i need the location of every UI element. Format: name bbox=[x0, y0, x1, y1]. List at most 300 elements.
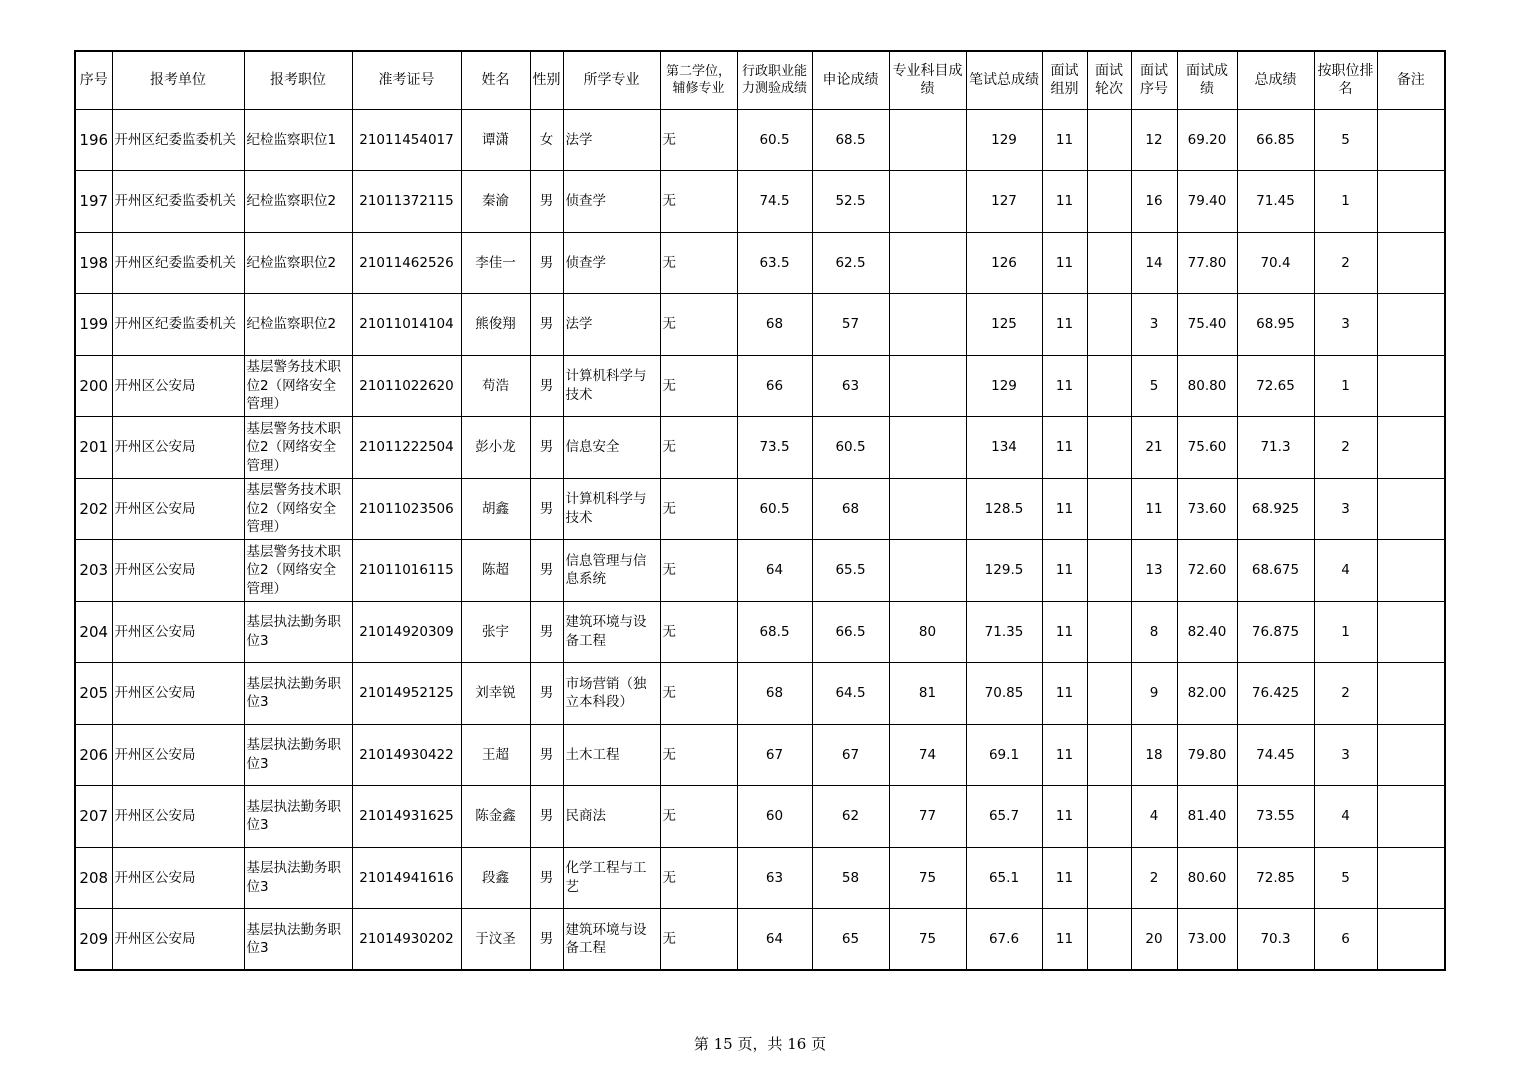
cell-unit: 开州区公安局 bbox=[112, 786, 244, 848]
cell-specialty-score bbox=[889, 478, 966, 540]
header-gender: 性别 bbox=[530, 51, 563, 109]
cell-interview-order: 8 bbox=[1131, 601, 1177, 663]
cell-written-total: 129.5 bbox=[966, 540, 1042, 602]
cell-written-total: 65.7 bbox=[966, 786, 1042, 848]
cell-seq: 197 bbox=[75, 171, 112, 233]
cell-admin-score: 64 bbox=[737, 540, 812, 602]
cell-remark bbox=[1377, 786, 1445, 848]
cell-interview-group: 11 bbox=[1042, 417, 1087, 479]
cell-interview-round bbox=[1087, 355, 1131, 417]
header-interview-round: 面试轮次 bbox=[1087, 51, 1131, 109]
cell-admin-score: 74.5 bbox=[737, 171, 812, 233]
cell-rank: 2 bbox=[1314, 663, 1377, 725]
cell-seq: 203 bbox=[75, 540, 112, 602]
cell-interview-group: 11 bbox=[1042, 478, 1087, 540]
cell-interview-order: 20 bbox=[1131, 909, 1177, 971]
cell-gender: 男 bbox=[530, 663, 563, 725]
cell-remark bbox=[1377, 601, 1445, 663]
cell-name: 王超 bbox=[461, 724, 530, 786]
cell-position: 基层执法勤务职位3 bbox=[244, 663, 352, 725]
cell-interview-group: 11 bbox=[1042, 540, 1087, 602]
cell-essay-score: 65.5 bbox=[812, 540, 889, 602]
table-row bbox=[75, 417, 1445, 479]
header-seq: 序号 bbox=[75, 51, 112, 109]
cell-rank: 3 bbox=[1314, 294, 1377, 356]
table-row bbox=[75, 540, 1445, 602]
cell-admin-score: 60.5 bbox=[737, 109, 812, 171]
cell-second-degree: 无 bbox=[660, 355, 737, 417]
cell-gender: 男 bbox=[530, 294, 563, 356]
cell-admin-score: 68 bbox=[737, 294, 812, 356]
cell-admin-score: 73.5 bbox=[737, 417, 812, 479]
cell-remark bbox=[1377, 663, 1445, 725]
cell-interview-score: 79.40 bbox=[1177, 171, 1237, 233]
cell-total-score: 72.85 bbox=[1237, 847, 1314, 909]
cell-essay-score: 63 bbox=[812, 355, 889, 417]
cell-specialty-score bbox=[889, 232, 966, 294]
cell-name: 苟浩 bbox=[461, 355, 530, 417]
cell-ticket: 21014941616 bbox=[352, 847, 461, 909]
cell-written-total: 126 bbox=[966, 232, 1042, 294]
cell-seq: 205 bbox=[75, 663, 112, 725]
cell-gender: 男 bbox=[530, 417, 563, 479]
cell-ticket: 21011023506 bbox=[352, 478, 461, 540]
cell-position: 基层执法勤务职位3 bbox=[244, 724, 352, 786]
cell-interview-score: 73.00 bbox=[1177, 909, 1237, 971]
cell-specialty-score: 74 bbox=[889, 724, 966, 786]
cell-second-degree: 无 bbox=[660, 294, 737, 356]
cell-position: 基层执法勤务职位3 bbox=[244, 909, 352, 971]
cell-written-total: 128.5 bbox=[966, 478, 1042, 540]
header-interview-score: 面试成绩 bbox=[1177, 51, 1237, 109]
table-row bbox=[75, 232, 1445, 294]
cell-admin-score: 68 bbox=[737, 663, 812, 725]
cell-remark bbox=[1377, 478, 1445, 540]
cell-written-total: 125 bbox=[966, 294, 1042, 356]
cell-interview-round bbox=[1087, 601, 1131, 663]
cell-ticket: 21014952125 bbox=[352, 663, 461, 725]
cell-written-total: 71.35 bbox=[966, 601, 1042, 663]
cell-rank: 5 bbox=[1314, 847, 1377, 909]
cell-unit: 开州区公安局 bbox=[112, 724, 244, 786]
cell-essay-score: 52.5 bbox=[812, 171, 889, 233]
cell-name: 彭小龙 bbox=[461, 417, 530, 479]
cell-total-score: 70.3 bbox=[1237, 909, 1314, 971]
cell-essay-score: 58 bbox=[812, 847, 889, 909]
cell-interview-round bbox=[1087, 232, 1131, 294]
cell-seq: 208 bbox=[75, 847, 112, 909]
cell-second-degree: 无 bbox=[660, 417, 737, 479]
cell-major: 计算机科学与技术 bbox=[563, 478, 660, 540]
cell-interview-group: 11 bbox=[1042, 294, 1087, 356]
cell-essay-score: 62.5 bbox=[812, 232, 889, 294]
cell-ticket: 21011372115 bbox=[352, 171, 461, 233]
cell-remark bbox=[1377, 847, 1445, 909]
cell-position: 基层执法勤务职位3 bbox=[244, 601, 352, 663]
cell-major: 侦查学 bbox=[563, 171, 660, 233]
cell-total-score: 70.4 bbox=[1237, 232, 1314, 294]
header-total-score: 总成绩 bbox=[1237, 51, 1314, 109]
cell-position: 基层警务技术职位2（网络安全管理） bbox=[244, 417, 352, 479]
cell-seq: 207 bbox=[75, 786, 112, 848]
cell-name: 李佳一 bbox=[461, 232, 530, 294]
cell-major: 化学工程与工艺 bbox=[563, 847, 660, 909]
cell-interview-round bbox=[1087, 294, 1131, 356]
cell-interview-group: 11 bbox=[1042, 109, 1087, 171]
cell-major: 市场营销（独立本科段） bbox=[563, 663, 660, 725]
page-footer: 第 15 页，共 16 页 bbox=[693, 1035, 827, 1053]
cell-second-degree: 无 bbox=[660, 478, 737, 540]
cell-gender: 男 bbox=[530, 478, 563, 540]
cell-second-degree: 无 bbox=[660, 724, 737, 786]
cell-admin-score: 68.5 bbox=[737, 601, 812, 663]
cell-seq: 198 bbox=[75, 232, 112, 294]
cell-interview-round bbox=[1087, 540, 1131, 602]
header-rank: 按职位排名 bbox=[1314, 51, 1377, 109]
cell-seq: 202 bbox=[75, 478, 112, 540]
cell-remark bbox=[1377, 355, 1445, 417]
cell-interview-score: 75.60 bbox=[1177, 417, 1237, 479]
cell-position: 基层警务技术职位2（网络安全管理） bbox=[244, 355, 352, 417]
cell-major: 法学 bbox=[563, 294, 660, 356]
cell-unit: 开州区公安局 bbox=[112, 909, 244, 971]
cell-interview-round bbox=[1087, 109, 1131, 171]
cell-essay-score: 67 bbox=[812, 724, 889, 786]
cell-interview-score: 75.40 bbox=[1177, 294, 1237, 356]
cell-ticket: 21011016115 bbox=[352, 540, 461, 602]
cell-essay-score: 65 bbox=[812, 909, 889, 971]
cell-position: 基层执法勤务职位3 bbox=[244, 786, 352, 848]
cell-seq: 201 bbox=[75, 417, 112, 479]
table-row bbox=[75, 478, 1445, 540]
cell-rank: 5 bbox=[1314, 109, 1377, 171]
cell-interview-group: 11 bbox=[1042, 355, 1087, 417]
header-position: 报考职位 bbox=[244, 51, 352, 109]
table-header bbox=[75, 51, 1445, 109]
cell-position: 基层警务技术职位2（网络安全管理） bbox=[244, 540, 352, 602]
cell-interview-score: 77.80 bbox=[1177, 232, 1237, 294]
cell-interview-group: 11 bbox=[1042, 171, 1087, 233]
cell-major: 信息管理与信息系统 bbox=[563, 540, 660, 602]
cell-name: 秦渝 bbox=[461, 171, 530, 233]
cell-interview-round bbox=[1087, 478, 1131, 540]
cell-name: 谭潇 bbox=[461, 109, 530, 171]
cell-remark bbox=[1377, 540, 1445, 602]
table-row bbox=[75, 601, 1445, 663]
cell-position: 纪检监察职位2 bbox=[244, 232, 352, 294]
cell-admin-score: 63.5 bbox=[737, 232, 812, 294]
cell-gender: 男 bbox=[530, 847, 563, 909]
table-row bbox=[75, 724, 1445, 786]
cell-second-degree: 无 bbox=[660, 663, 737, 725]
cell-interview-order: 4 bbox=[1131, 786, 1177, 848]
cell-written-total: 70.85 bbox=[966, 663, 1042, 725]
cell-interview-group: 11 bbox=[1042, 232, 1087, 294]
cell-essay-score: 68.5 bbox=[812, 109, 889, 171]
cell-unit: 开州区纪委监委机关 bbox=[112, 109, 244, 171]
cell-interview-order: 18 bbox=[1131, 724, 1177, 786]
cell-rank: 2 bbox=[1314, 417, 1377, 479]
cell-interview-score: 69.20 bbox=[1177, 109, 1237, 171]
cell-interview-round bbox=[1087, 417, 1131, 479]
table-body bbox=[75, 109, 1445, 970]
cell-remark bbox=[1377, 232, 1445, 294]
cell-specialty-score: 75 bbox=[889, 847, 966, 909]
cell-unit: 开州区公安局 bbox=[112, 417, 244, 479]
cell-unit: 开州区公安局 bbox=[112, 847, 244, 909]
header-unit: 报考单位 bbox=[112, 51, 244, 109]
cell-major: 信息安全 bbox=[563, 417, 660, 479]
cell-name: 熊俊翔 bbox=[461, 294, 530, 356]
cell-unit: 开州区纪委监委机关 bbox=[112, 232, 244, 294]
table-row bbox=[75, 663, 1445, 725]
cell-interview-order: 12 bbox=[1131, 109, 1177, 171]
header-remark: 备注 bbox=[1377, 51, 1445, 109]
cell-specialty-score: 80 bbox=[889, 601, 966, 663]
cell-second-degree: 无 bbox=[660, 847, 737, 909]
cell-interview-score: 79.80 bbox=[1177, 724, 1237, 786]
table-row bbox=[75, 786, 1445, 848]
cell-rank: 6 bbox=[1314, 909, 1377, 971]
cell-unit: 开州区公安局 bbox=[112, 355, 244, 417]
cell-interview-round bbox=[1087, 909, 1131, 971]
cell-specialty-score bbox=[889, 109, 966, 171]
table-row bbox=[75, 294, 1445, 356]
cell-name: 张宇 bbox=[461, 601, 530, 663]
cell-admin-score: 63 bbox=[737, 847, 812, 909]
cell-unit: 开州区公安局 bbox=[112, 601, 244, 663]
cell-interview-group: 11 bbox=[1042, 663, 1087, 725]
cell-admin-score: 60.5 bbox=[737, 478, 812, 540]
cell-gender: 男 bbox=[530, 540, 563, 602]
cell-second-degree: 无 bbox=[660, 786, 737, 848]
cell-interview-group: 11 bbox=[1042, 847, 1087, 909]
cell-written-total: 65.1 bbox=[966, 847, 1042, 909]
cell-interview-round bbox=[1087, 171, 1131, 233]
header-interview-group: 面试组别 bbox=[1042, 51, 1087, 109]
cell-interview-score: 80.80 bbox=[1177, 355, 1237, 417]
header-second-degree: 第二学位，辅修专业 bbox=[660, 51, 737, 109]
cell-seq: 204 bbox=[75, 601, 112, 663]
cell-rank: 1 bbox=[1314, 355, 1377, 417]
cell-gender: 女 bbox=[530, 109, 563, 171]
cell-major: 计算机科学与技术 bbox=[563, 355, 660, 417]
cell-unit: 开州区纪委监委机关 bbox=[112, 294, 244, 356]
cell-specialty-score: 81 bbox=[889, 663, 966, 725]
cell-second-degree: 无 bbox=[660, 540, 737, 602]
cell-specialty-score bbox=[889, 171, 966, 233]
cell-specialty-score bbox=[889, 294, 966, 356]
cell-specialty-score: 77 bbox=[889, 786, 966, 848]
cell-interview-round bbox=[1087, 786, 1131, 848]
cell-total-score: 74.45 bbox=[1237, 724, 1314, 786]
header-row bbox=[75, 51, 1445, 109]
cell-position: 纪检监察职位2 bbox=[244, 171, 352, 233]
cell-interview-score: 80.60 bbox=[1177, 847, 1237, 909]
cell-name: 段鑫 bbox=[461, 847, 530, 909]
header-essay-score: 申论成绩 bbox=[812, 51, 889, 109]
cell-written-total: 69.1 bbox=[966, 724, 1042, 786]
cell-name: 陈金鑫 bbox=[461, 786, 530, 848]
cell-interview-order: 11 bbox=[1131, 478, 1177, 540]
table-row bbox=[75, 909, 1445, 971]
cell-major: 建筑环境与设备工程 bbox=[563, 909, 660, 971]
cell-seq: 196 bbox=[75, 109, 112, 171]
cell-ticket: 21014930422 bbox=[352, 724, 461, 786]
cell-specialty-score bbox=[889, 540, 966, 602]
cell-name: 于汶圣 bbox=[461, 909, 530, 971]
cell-rank: 4 bbox=[1314, 786, 1377, 848]
header-name: 姓名 bbox=[461, 51, 530, 109]
cell-interview-round bbox=[1087, 724, 1131, 786]
cell-seq: 206 bbox=[75, 724, 112, 786]
cell-position: 纪检监察职位1 bbox=[244, 109, 352, 171]
cell-position: 纪检监察职位2 bbox=[244, 294, 352, 356]
header-ticket: 准考证号 bbox=[352, 51, 461, 109]
cell-essay-score: 60.5 bbox=[812, 417, 889, 479]
cell-interview-score: 72.60 bbox=[1177, 540, 1237, 602]
cell-essay-score: 66.5 bbox=[812, 601, 889, 663]
table-row bbox=[75, 171, 1445, 233]
cell-seq: 200 bbox=[75, 355, 112, 417]
cell-major: 建筑环境与设备工程 bbox=[563, 601, 660, 663]
cell-interview-round bbox=[1087, 847, 1131, 909]
cell-interview-group: 11 bbox=[1042, 601, 1087, 663]
cell-interview-order: 16 bbox=[1131, 171, 1177, 233]
cell-total-score: 76.875 bbox=[1237, 601, 1314, 663]
cell-gender: 男 bbox=[530, 724, 563, 786]
cell-major: 侦查学 bbox=[563, 232, 660, 294]
cell-interview-order: 9 bbox=[1131, 663, 1177, 725]
cell-gender: 男 bbox=[530, 232, 563, 294]
cell-interview-order: 13 bbox=[1131, 540, 1177, 602]
cell-ticket: 21014930202 bbox=[352, 909, 461, 971]
cell-gender: 男 bbox=[530, 171, 563, 233]
cell-remark bbox=[1377, 294, 1445, 356]
header-written-total: 笔试总成绩 bbox=[966, 51, 1042, 109]
cell-admin-score: 67 bbox=[737, 724, 812, 786]
cell-specialty-score bbox=[889, 417, 966, 479]
cell-essay-score: 62 bbox=[812, 786, 889, 848]
cell-admin-score: 60 bbox=[737, 786, 812, 848]
cell-written-total: 129 bbox=[966, 109, 1042, 171]
cell-interview-order: 3 bbox=[1131, 294, 1177, 356]
cell-admin-score: 66 bbox=[737, 355, 812, 417]
cell-total-score: 73.55 bbox=[1237, 786, 1314, 848]
cell-interview-group: 11 bbox=[1042, 909, 1087, 971]
cell-unit: 开州区公安局 bbox=[112, 478, 244, 540]
cell-interview-score: 82.00 bbox=[1177, 663, 1237, 725]
cell-essay-score: 57 bbox=[812, 294, 889, 356]
cell-total-score: 76.425 bbox=[1237, 663, 1314, 725]
cell-seq: 209 bbox=[75, 909, 112, 971]
cell-interview-order: 2 bbox=[1131, 847, 1177, 909]
cell-major: 土木工程 bbox=[563, 724, 660, 786]
cell-position: 基层警务技术职位2（网络安全管理） bbox=[244, 478, 352, 540]
score-table bbox=[74, 50, 1446, 971]
cell-interview-score: 81.40 bbox=[1177, 786, 1237, 848]
cell-total-score: 71.3 bbox=[1237, 417, 1314, 479]
cell-total-score: 72.65 bbox=[1237, 355, 1314, 417]
cell-written-total: 67.6 bbox=[966, 909, 1042, 971]
cell-ticket: 21011462526 bbox=[352, 232, 461, 294]
cell-admin-score: 64 bbox=[737, 909, 812, 971]
cell-interview-order: 5 bbox=[1131, 355, 1177, 417]
cell-remark bbox=[1377, 417, 1445, 479]
cell-specialty-score: 75 bbox=[889, 909, 966, 971]
cell-essay-score: 64.5 bbox=[812, 663, 889, 725]
cell-rank: 1 bbox=[1314, 601, 1377, 663]
cell-specialty-score bbox=[889, 355, 966, 417]
cell-ticket: 21014920309 bbox=[352, 601, 461, 663]
cell-total-score: 71.45 bbox=[1237, 171, 1314, 233]
cell-rank: 3 bbox=[1314, 478, 1377, 540]
cell-position: 基层执法勤务职位3 bbox=[244, 847, 352, 909]
cell-second-degree: 无 bbox=[660, 109, 737, 171]
cell-name: 陈超 bbox=[461, 540, 530, 602]
cell-remark bbox=[1377, 109, 1445, 171]
cell-interview-score: 73.60 bbox=[1177, 478, 1237, 540]
cell-second-degree: 无 bbox=[660, 171, 737, 233]
cell-remark bbox=[1377, 724, 1445, 786]
cell-rank: 3 bbox=[1314, 724, 1377, 786]
cell-second-degree: 无 bbox=[660, 601, 737, 663]
cell-ticket: 21011454017 bbox=[352, 109, 461, 171]
header-interview-order: 面试序号 bbox=[1131, 51, 1177, 109]
cell-total-score: 68.925 bbox=[1237, 478, 1314, 540]
cell-rank: 4 bbox=[1314, 540, 1377, 602]
cell-rank: 1 bbox=[1314, 171, 1377, 233]
header-major: 所学专业 bbox=[563, 51, 660, 109]
cell-total-score: 68.95 bbox=[1237, 294, 1314, 356]
cell-ticket: 21011014104 bbox=[352, 294, 461, 356]
cell-ticket: 21014931625 bbox=[352, 786, 461, 848]
cell-interview-group: 11 bbox=[1042, 786, 1087, 848]
score-table-container bbox=[74, 50, 1444, 971]
header-admin-score: 行政职业能力测验成绩 bbox=[737, 51, 812, 109]
table-row bbox=[75, 847, 1445, 909]
cell-rank: 2 bbox=[1314, 232, 1377, 294]
cell-interview-order: 21 bbox=[1131, 417, 1177, 479]
cell-unit: 开州区纪委监委机关 bbox=[112, 171, 244, 233]
cell-seq: 199 bbox=[75, 294, 112, 356]
cell-interview-group: 11 bbox=[1042, 724, 1087, 786]
cell-written-total: 127 bbox=[966, 171, 1042, 233]
cell-total-score: 66.85 bbox=[1237, 109, 1314, 171]
cell-essay-score: 68 bbox=[812, 478, 889, 540]
cell-second-degree: 无 bbox=[660, 232, 737, 294]
table-row bbox=[75, 109, 1445, 171]
header-specialty-score: 专业科目成绩 bbox=[889, 51, 966, 109]
cell-interview-round bbox=[1087, 663, 1131, 725]
cell-ticket: 21011222504 bbox=[352, 417, 461, 479]
cell-remark bbox=[1377, 909, 1445, 971]
cell-major: 法学 bbox=[563, 109, 660, 171]
table-row bbox=[75, 355, 1445, 417]
cell-interview-score: 82.40 bbox=[1177, 601, 1237, 663]
cell-written-total: 134 bbox=[966, 417, 1042, 479]
cell-gender: 男 bbox=[530, 909, 563, 971]
cell-interview-order: 14 bbox=[1131, 232, 1177, 294]
cell-name: 刘幸锐 bbox=[461, 663, 530, 725]
cell-total-score: 68.675 bbox=[1237, 540, 1314, 602]
cell-name: 胡鑫 bbox=[461, 478, 530, 540]
cell-unit: 开州区公安局 bbox=[112, 663, 244, 725]
cell-written-total: 129 bbox=[966, 355, 1042, 417]
cell-remark bbox=[1377, 171, 1445, 233]
cell-unit: 开州区公安局 bbox=[112, 540, 244, 602]
cell-second-degree: 无 bbox=[660, 909, 737, 971]
